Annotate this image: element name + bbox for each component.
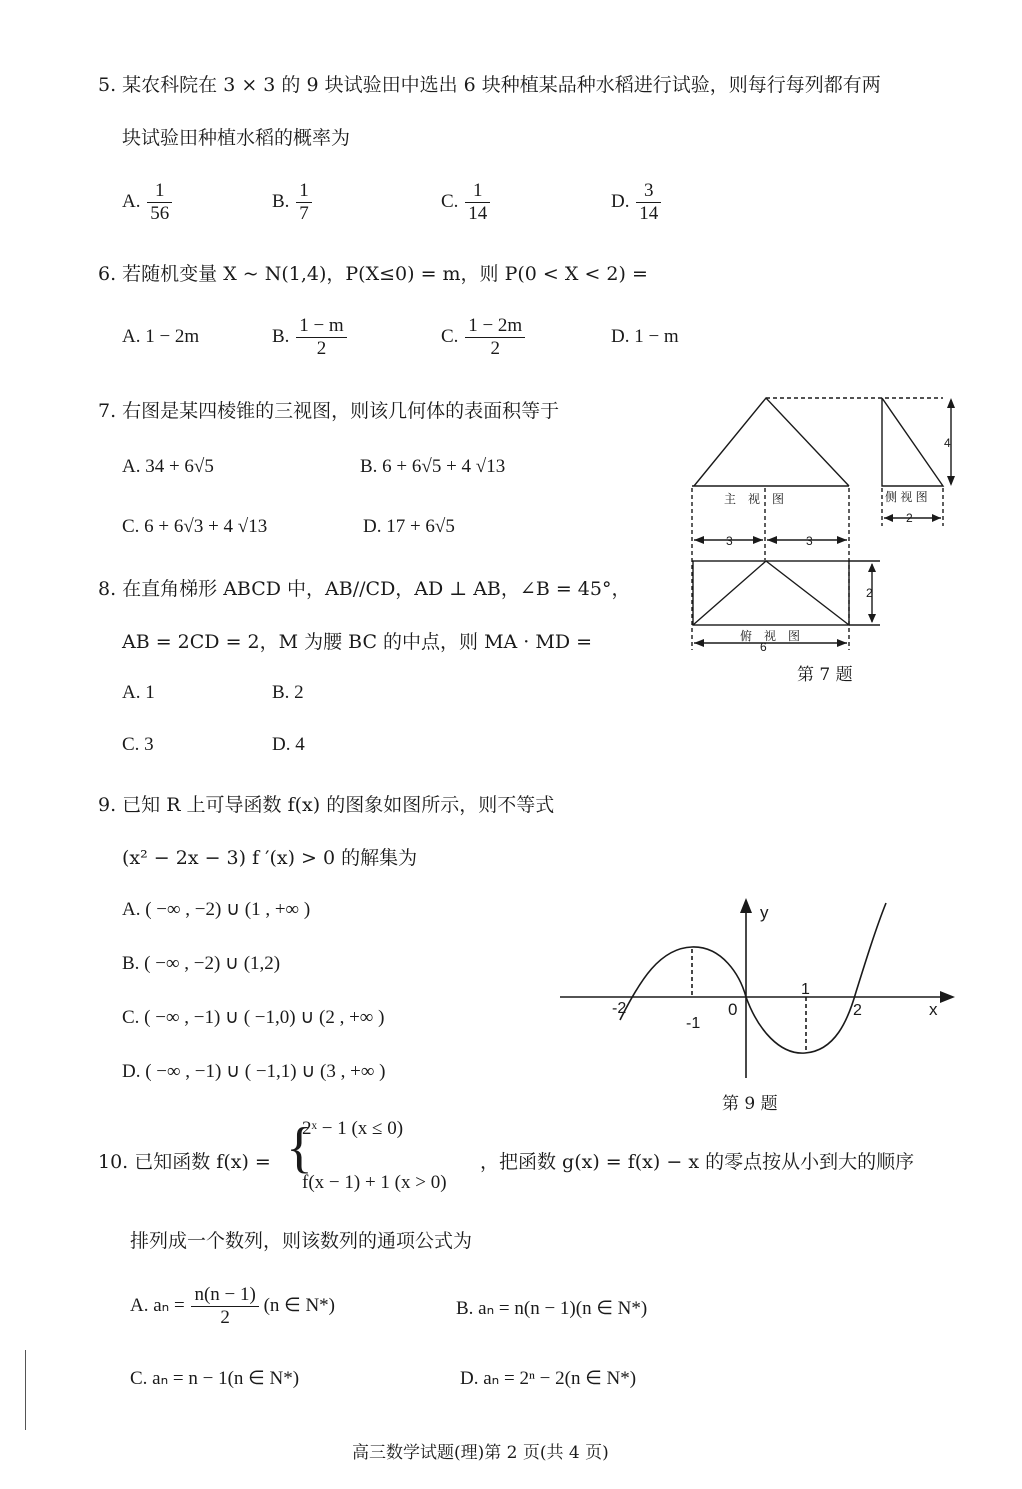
q10-option-c[interactable]: C. aₙ = n − 1(n ∈ N*)	[130, 1368, 300, 1389]
q10-option-d[interactable]: D. aₙ = 2ⁿ − 2(n ∈ N*)	[460, 1368, 637, 1389]
q5-option-d[interactable]: D. $\frac{3}{14}$	[611, 180, 661, 225]
tick-pos2: 2	[853, 1002, 862, 1019]
q5-stem-line2: 块试验田种植水稻的概率为	[122, 127, 351, 149]
x-axis-label: x	[929, 1000, 938, 1019]
q7-option-c[interactable]: C. 6 + 6√3 + 4 √13	[122, 516, 268, 537]
q10-option-b[interactable]: B. aₙ = n(n − 1)(n ∈ N*)	[456, 1298, 648, 1319]
q6-option-b[interactable]: B. $\frac{1 - m}{2}$	[272, 315, 347, 360]
top-view-rectangle	[693, 561, 849, 625]
q8-stem-line1: 8. 在直角梯形 ABCD 中，AB//CD，AD ⊥ AB，∠B = 45°，	[98, 578, 631, 600]
tick-neg1: -1	[686, 1015, 701, 1032]
q9-stem-line2: (x² − 2x − 3) f ′(x) > 0 的解集为	[122, 847, 418, 869]
top-view-label: 俯 视 图	[740, 629, 801, 643]
q6-option-a[interactable]: A. 1 − 2m	[122, 326, 200, 347]
q5-option-c[interactable]: C. $\frac{1}{14}$	[441, 180, 490, 225]
dim-top-depth: 2	[866, 586, 873, 600]
dim-side-width: 2	[906, 511, 913, 525]
q10-stem-right: ，把函数 g(x) = f(x) − x 的零点按从小到大的顺序	[480, 1151, 915, 1173]
page-footer: 高三数学试题(理)第 2 页(共 4 页)	[352, 1443, 609, 1463]
q8-option-a[interactable]: A. 1	[122, 682, 155, 703]
q6-stem: 6. 若随机变量 X ~ N(1,4)，P(X≤0) = m，则 P(0 < X < 2) =	[98, 263, 648, 285]
q9-stem-line1: 9. 已知 R 上可导函数 f(x) 的图象如图所示，则不等式	[98, 794, 555, 816]
q9-option-b[interactable]: B. ( −∞ , −2) ∪ (1,2)	[122, 953, 281, 974]
q8-option-d[interactable]: D. 4	[272, 734, 305, 755]
side-view-triangle	[882, 398, 943, 486]
q8-option-b[interactable]: B. 2	[272, 682, 304, 703]
tick-neg2: -2	[612, 1000, 627, 1017]
q8-option-c[interactable]: C. 3	[122, 734, 154, 755]
q9-option-a[interactable]: A. ( −∞ , −2) ∪ (1 , +∞ )	[122, 899, 311, 920]
q5-option-b[interactable]: B. $\frac{1}{7}$	[272, 180, 312, 225]
q7-option-d[interactable]: D. 17 + 6√5	[363, 516, 455, 537]
figure-7-three-views	[680, 385, 970, 690]
q10-option-a[interactable]: A. aₙ = $\frac{n(n - 1)}{2}$ (n ∈ N*)	[130, 1284, 336, 1328]
y-axis-label: y	[760, 903, 769, 922]
q6-option-d[interactable]: D. 1 − m	[611, 326, 679, 347]
q5-option-a[interactable]: A. $\frac{1}{56}$	[122, 180, 172, 225]
q10-stem-left: 10. 已知函数 f(x) =	[98, 1151, 271, 1173]
q7-stem: 7. 右图是某四棱锥的三视图，则该几何体的表面积等于	[98, 400, 560, 422]
q10-case-2: f(x − 1) + 1 (x > 0)	[302, 1172, 447, 1193]
dim-height: 4	[944, 436, 951, 450]
q8-stem-line2: AB = 2CD = 2，M 为腰 BC 的中点，则 MA · MD =	[122, 631, 593, 653]
figure-9-caption: 第 9 题	[722, 1094, 778, 1114]
function-curve	[620, 903, 886, 1053]
q7-option-a[interactable]: A. 34 + 6√5	[122, 456, 214, 477]
top-view-diagonals	[693, 561, 849, 625]
dim-front-left: 3	[726, 534, 733, 548]
side-view-label: 侧 视 图	[885, 490, 928, 504]
tick-pos1: 1	[801, 981, 810, 998]
margin-line	[25, 1350, 26, 1430]
front-view-triangle	[694, 398, 849, 486]
figure-9-graph	[555, 895, 965, 1085]
q9-option-d[interactable]: D. ( −∞ , −1) ∪ ( −1,1) ∪ (3 , +∞ )	[122, 1061, 386, 1082]
q6-option-c[interactable]: C. $\frac{1 - 2m}{2}$	[441, 315, 525, 360]
q9-option-c[interactable]: C. ( −∞ , −1) ∪ ( −1,0) ∪ (2 , +∞ )	[122, 1007, 385, 1028]
q10-stem-line2: 排列成一个数列，则该数列的通项公式为	[130, 1230, 473, 1252]
q10-case-1: 2ˣ − 1 (x ≤ 0)	[302, 1118, 404, 1139]
dim-front-right: 3	[806, 534, 813, 548]
q7-option-b[interactable]: B. 6 + 6√5 + 4 √13	[360, 456, 506, 477]
q5-stem-line1: 5. 某农科院在 3 × 3 的 9 块试验田中选出 6 块种植某品种水稻进行试验，则每行每列都有两	[98, 74, 881, 96]
q10-brace: {	[286, 1117, 313, 1179]
front-view-label: 主 视 图	[724, 492, 785, 506]
dim-top-width: 6	[760, 640, 767, 654]
figure-7-caption: 第 7 题	[797, 665, 853, 685]
origin-label: 0	[728, 1000, 738, 1019]
